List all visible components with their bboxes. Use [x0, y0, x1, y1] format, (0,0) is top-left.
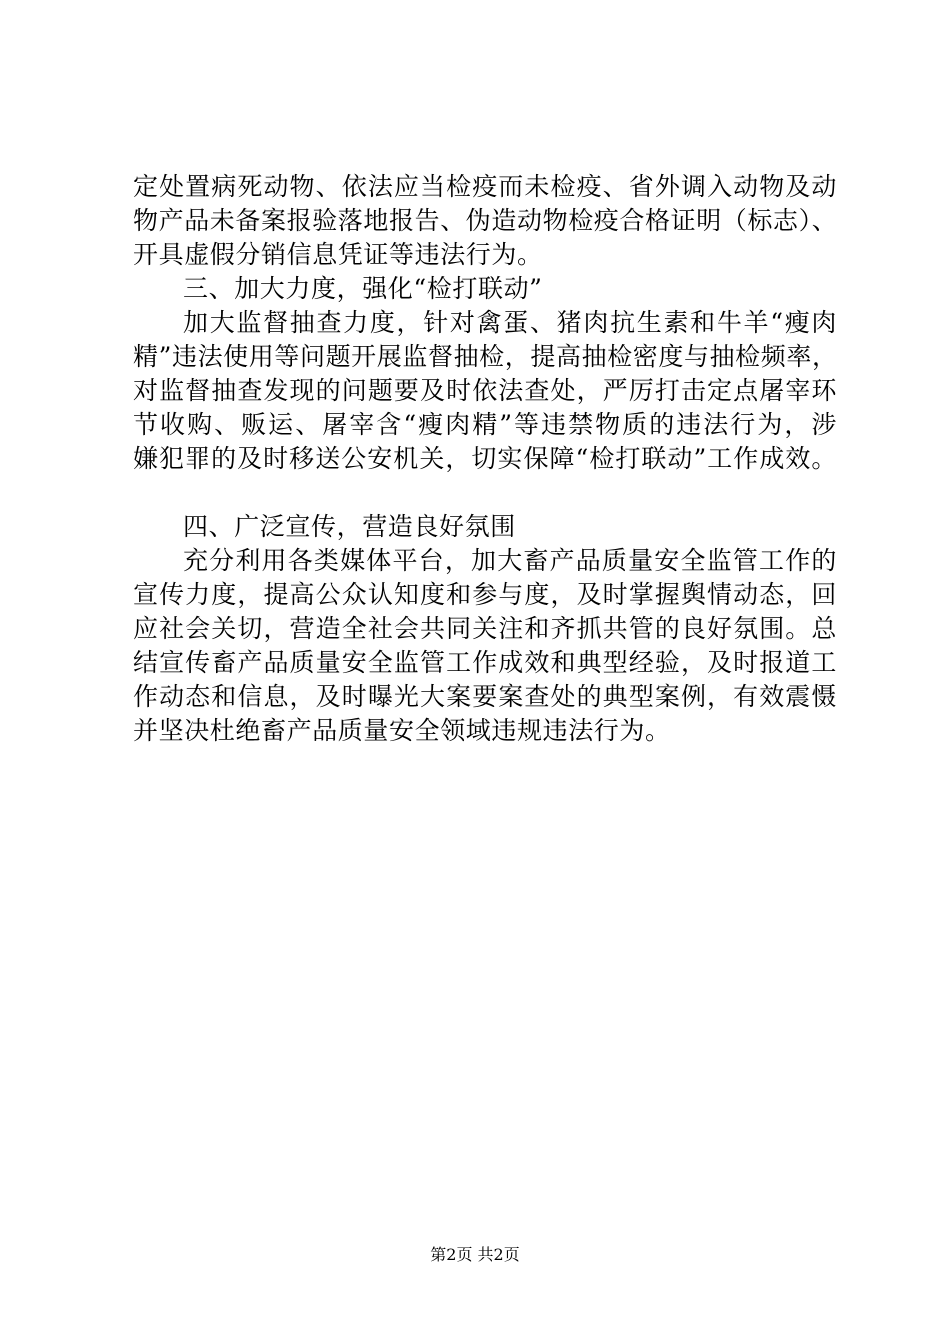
- body-line: 物产品未备案报验落地报告、伪造动物检疫合格证明（标志）、: [133, 206, 838, 235]
- body-line: 节收购、贩运、屠宰含“瘦肉精”等违禁物质的违法行为，涉: [133, 410, 837, 439]
- body-line: 精”违法使用等问题开展监督抽检，提高抽检密度与抽检频率，: [133, 342, 838, 371]
- body-line: 作动态和信息，及时曝光大案要案查处的典型案例，有效震慑: [133, 682, 837, 711]
- section-heading-3: 三、加大力度，强化“检打联动”: [183, 274, 543, 303]
- page-number-footer: 第2页 共2页: [430, 1245, 520, 1264]
- document-body: [133, 170, 837, 748]
- body-line: 定处置病死动物、依法应当检疫而未检疫、省外调入动物及动: [133, 172, 837, 201]
- body-line: 结宣传畜产品质量安全监管工作成效和典型经验，及时报道工: [133, 648, 837, 677]
- body-line: 并坚决杜绝畜产品质量安全领域违规违法行为。: [133, 716, 671, 745]
- body-line: 加大监督抽查力度，针对禽蛋、猪肉抗生素和牛羊“瘦肉: [183, 308, 837, 337]
- section-heading-4: 四、广泛宣传，营造良好氛围: [183, 512, 516, 541]
- body-line: 应社会关切，营造全社会共同关注和齐抓共管的良好氛围。总: [133, 614, 837, 643]
- body-line: 嫌犯罪的及时移送公安机关，切实保障“检打联动”工作成效。: [133, 444, 837, 473]
- paragraph-gap: [133, 476, 837, 510]
- body-line: 宣传力度，提高公众认知度和参与度，及时掌握舆情动态，回: [133, 580, 837, 609]
- body-line: 开具虚假分销信息凭证等违法行为。: [133, 240, 543, 269]
- body-line: 对监督抽查发现的问题要及时依法查处，严厉打击定点屠宰环: [133, 376, 837, 405]
- body-line: 充分利用各类媒体平台，加大畜产品质量安全监管工作的: [183, 546, 837, 575]
